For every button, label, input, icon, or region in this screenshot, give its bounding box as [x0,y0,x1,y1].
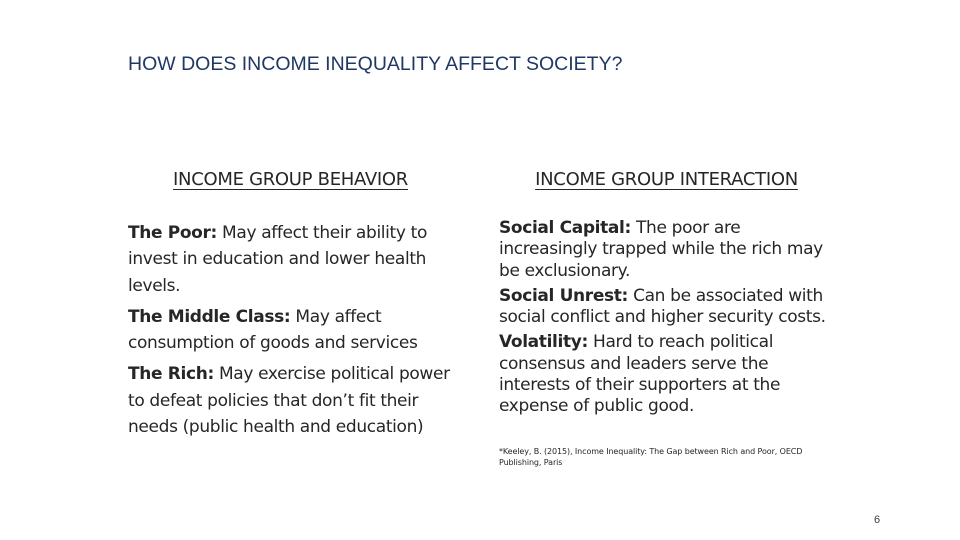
source-footnote: *Keeley, B. (2015), Income Inequality: The Gap between Rich and Poor, OECD Publishing, Paris [499,447,803,467]
item-text: May exercise political power to defeat policies that don’t fit their needs (public health and education) [128,364,450,438]
item-label: The Rich: [128,364,214,385]
right-column-heading: INCOME GROUP INTERACTION [535,169,798,190]
item-label: The Poor: [128,223,217,243]
page-number: 6 [874,514,881,526]
item-text: May affect consumption of goods and services [128,306,418,354]
income-group-interaction-list [499,218,829,422]
item-text: Can be associated with social conflict and higher security costs. [499,285,826,328]
list-item-poor [128,220,468,299]
item-label: Social Capital: [499,218,631,238]
list-item-social-unrest [499,286,829,329]
item-label: Social Unrest: [499,285,629,306]
slide-title: HOW DOES INCOME INEQUALITY AFFECT SOCIETY? [128,53,623,75]
left-column-heading: INCOME GROUP BEHAVIOR [173,169,408,190]
list-item-volatility [499,332,829,417]
list-item-middle-class [128,304,468,357]
item-text: May affect their ability to invest in education and lower health levels. [128,223,428,296]
income-group-behavior-list [128,220,468,445]
item-text: Hard to reach political consensus and leaders serve the interests of their supporters at the expense of public good. [499,332,781,417]
item-text: The poor are increasingly trapped while the rich may be exclusionary. [499,218,823,281]
item-label: The Middle Class: [128,306,291,327]
list-item-rich [128,361,468,440]
list-item-social-capital [499,218,829,282]
item-label: Volatility: [499,332,588,353]
